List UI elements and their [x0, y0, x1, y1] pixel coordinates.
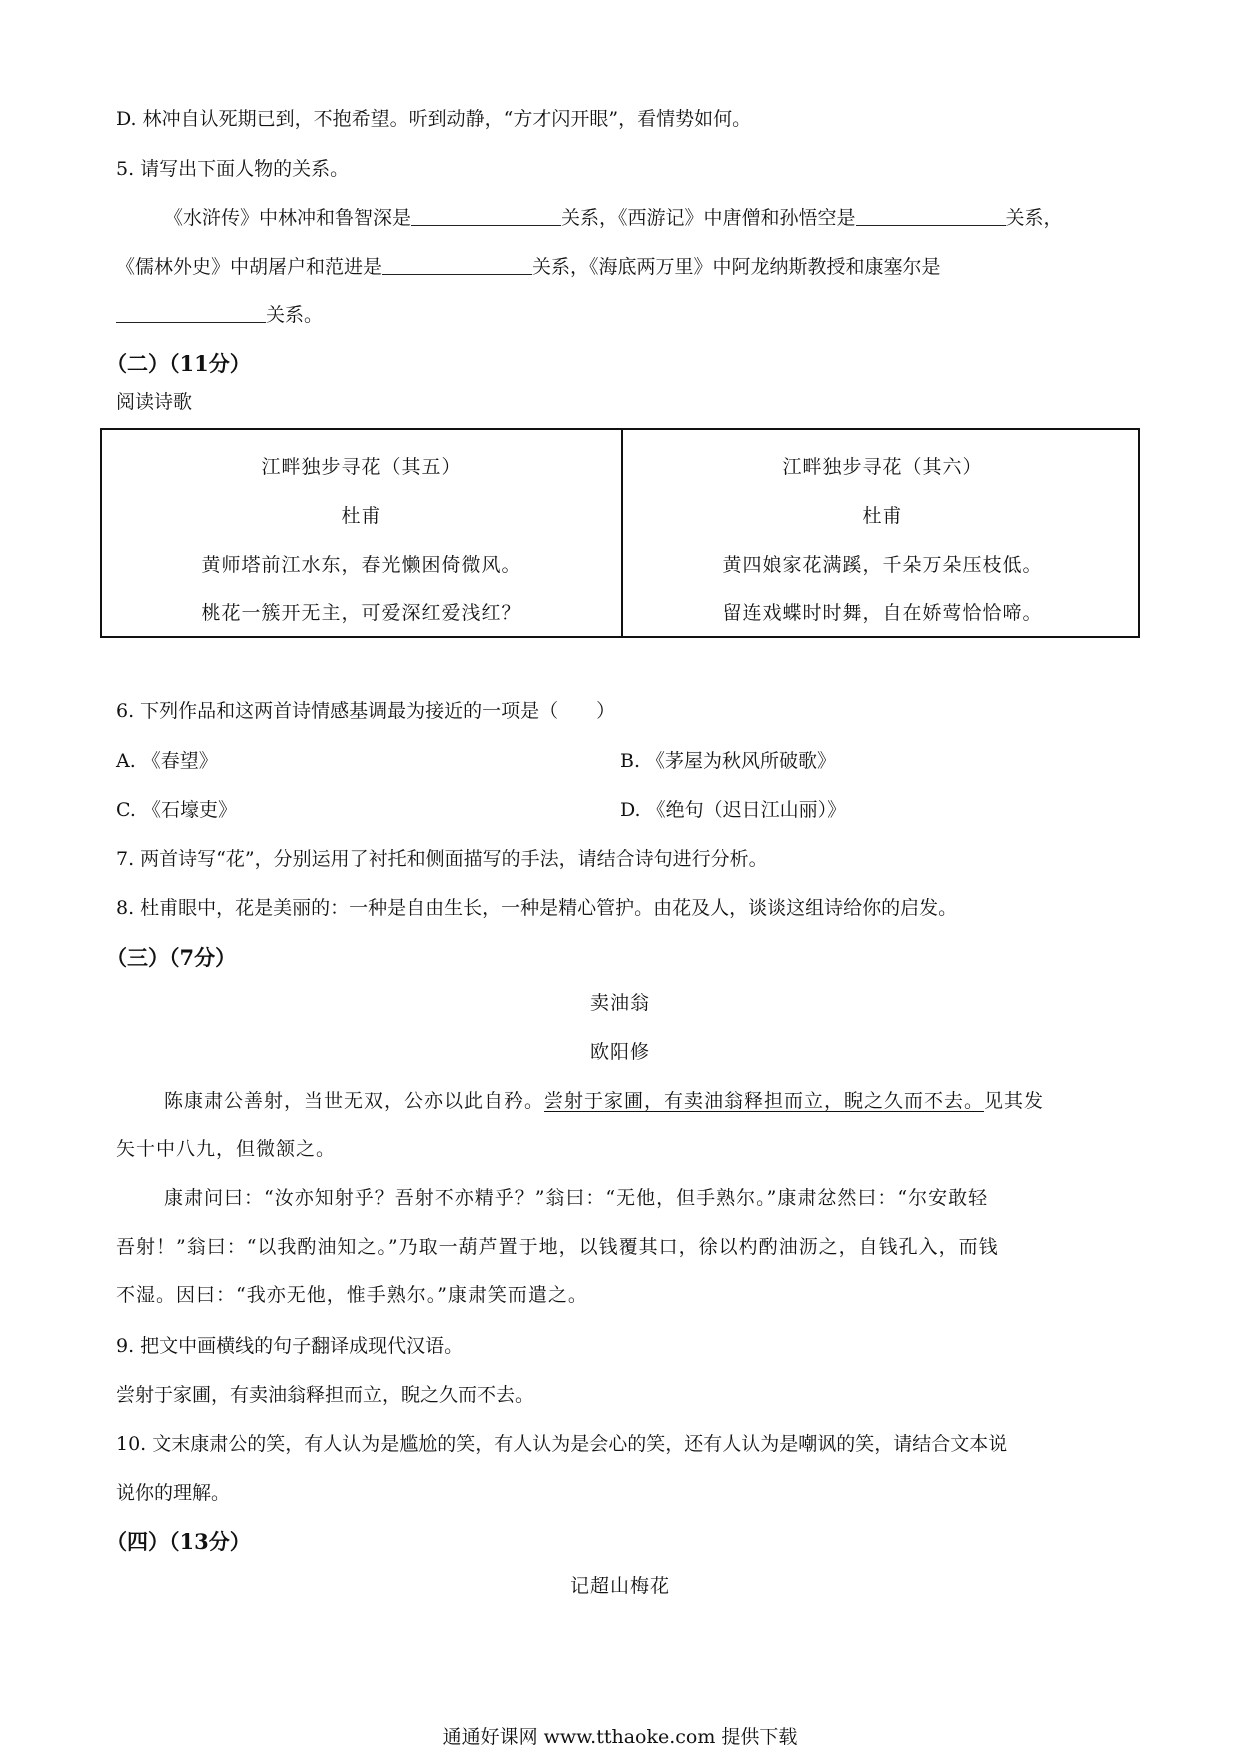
- q6-option-a[interactable]: A. 《春望》: [116, 750, 218, 772]
- passage-text: 陈康肃公善射，当世无双，公亦以此自矜。: [164, 1090, 545, 1112]
- q8: 8. 杜甫眼中，花是美丽的：一种是自由生长，一种是精心管护。由花及人，谈谈这组诗给你的启发。: [116, 897, 958, 919]
- section-2-heading: （二）（11分）: [106, 351, 251, 376]
- section-4-heading: （四）（13分）: [106, 1529, 251, 1554]
- passage-text: 见其发: [984, 1090, 1045, 1112]
- q6-option-b[interactable]: B. 《茅屋为秋风所破歌》: [620, 750, 837, 772]
- passage-title: 卖油翁: [589, 992, 650, 1014]
- poem-1-line-1: 黄师塔前江水东，春光懒困倚微风。: [201, 554, 522, 576]
- q5-line-1: [164, 209, 1063, 228]
- answer-blank[interactable]: [382, 258, 532, 275]
- underlined-sentence: 尝射于家圃，有卖油翁释担而立，睨之久而不去。: [544, 1090, 985, 1112]
- q4-option-d: D. 林冲自认死期已到，不抱希望。听到动静，“方才闪开眼”，看情势如何。: [116, 108, 752, 130]
- q5-text: 关系，《海底两万里》中阿龙纳斯教授和康塞尔是: [532, 256, 941, 278]
- q5-text: 关系。: [266, 304, 324, 326]
- poem-table: [100, 428, 1140, 638]
- poem-2-line-1: 黄四娘家花满蹊，千朵万朵压枝低。: [722, 554, 1043, 576]
- q5-line-2: [116, 258, 941, 277]
- q6-option-c[interactable]: C. 《石壕吏》: [116, 799, 237, 821]
- q10-line-2: 说你的理解。: [116, 1482, 231, 1504]
- q9: 9. 把文中画横线的句子翻译成现代汉语。: [116, 1335, 464, 1357]
- page-footer: 通通好课网 www.tthaoke.com 提供下载: [442, 1726, 798, 1748]
- answer-blank[interactable]: [116, 306, 266, 323]
- q5-line-3: [116, 306, 323, 325]
- poem-2: [623, 430, 1142, 636]
- passage-p1-line-2: 矢十中八九，但微颔之。: [116, 1138, 337, 1160]
- poem-1: [102, 430, 621, 636]
- passage-p2-line-2: 吾射！”翁曰：“以我酌油知之。”乃取一葫芦置于地，以钱覆其口，徐以杓酌油沥之，自钱孔入，而钱: [116, 1236, 999, 1258]
- poem-2-author: 杜甫: [862, 505, 903, 527]
- q10-line-1: 10. 文末康肃公的笑，有人认为是尴尬的笑，有人认为是会心的笑，还有人认为是嘲讽的笑，请结合文本说: [116, 1433, 1008, 1455]
- q5-text: 关系，: [1005, 207, 1063, 229]
- q5-stem: 5. 请写出下面人物的关系。: [116, 158, 350, 180]
- poem-1-line-2: 桃花一簇开无主，可爱深红爱浅红？: [201, 602, 522, 624]
- answer-blank[interactable]: [411, 209, 561, 226]
- section-2-intro: 阅读诗歌: [116, 391, 193, 413]
- passage-p2-line-3: 不湿。因曰：“我亦无他，惟手熟尔。”康肃笑而遣之。: [116, 1284, 588, 1306]
- section-3-heading: （三）（7分）: [106, 945, 237, 970]
- q7: 7. 两首诗写“花”，分别运用了衬托和侧面描写的手法，请结合诗句进行分析。: [116, 848, 768, 870]
- poem-1-author: 杜甫: [341, 505, 382, 527]
- poem-2-line-2: 留连戏蝶时时舞，自在娇莺恰恰啼。: [722, 602, 1043, 624]
- passage-p1-line-1: [164, 1086, 1044, 1113]
- q6-option-d[interactable]: D. 《绝句（迟日江山丽）》: [620, 799, 847, 821]
- q5-text: 关系，《西游记》中唐僧和孙悟空是: [561, 207, 856, 229]
- q5-text: 《儒林外史》中胡屠户和范进是: [116, 256, 383, 278]
- poem-2-title: 江畔独步寻花（其六）: [782, 456, 983, 478]
- q6-stem: 6. 下列作品和这两首诗情感基调最为接近的一项是（ ）: [116, 700, 616, 722]
- q9-sentence: 尝射于家圃，有卖油翁释担而立，睨之久而不去。: [116, 1384, 535, 1406]
- poem-1-title: 江畔独步寻花（其五）: [261, 456, 462, 478]
- q5-text: 《水浒传》中林冲和鲁智深是: [164, 207, 412, 229]
- section-4-title: 记超山梅花: [569, 1575, 670, 1597]
- passage-p2-line-1: 康肃问曰：“汝亦知射乎？吾射不亦精乎？”翁曰：“无他，但手熟尔。”康肃忿然曰：“尔安敢轻: [164, 1187, 989, 1209]
- passage-author: 欧阳修: [589, 1041, 650, 1063]
- answer-blank[interactable]: [856, 209, 1006, 226]
